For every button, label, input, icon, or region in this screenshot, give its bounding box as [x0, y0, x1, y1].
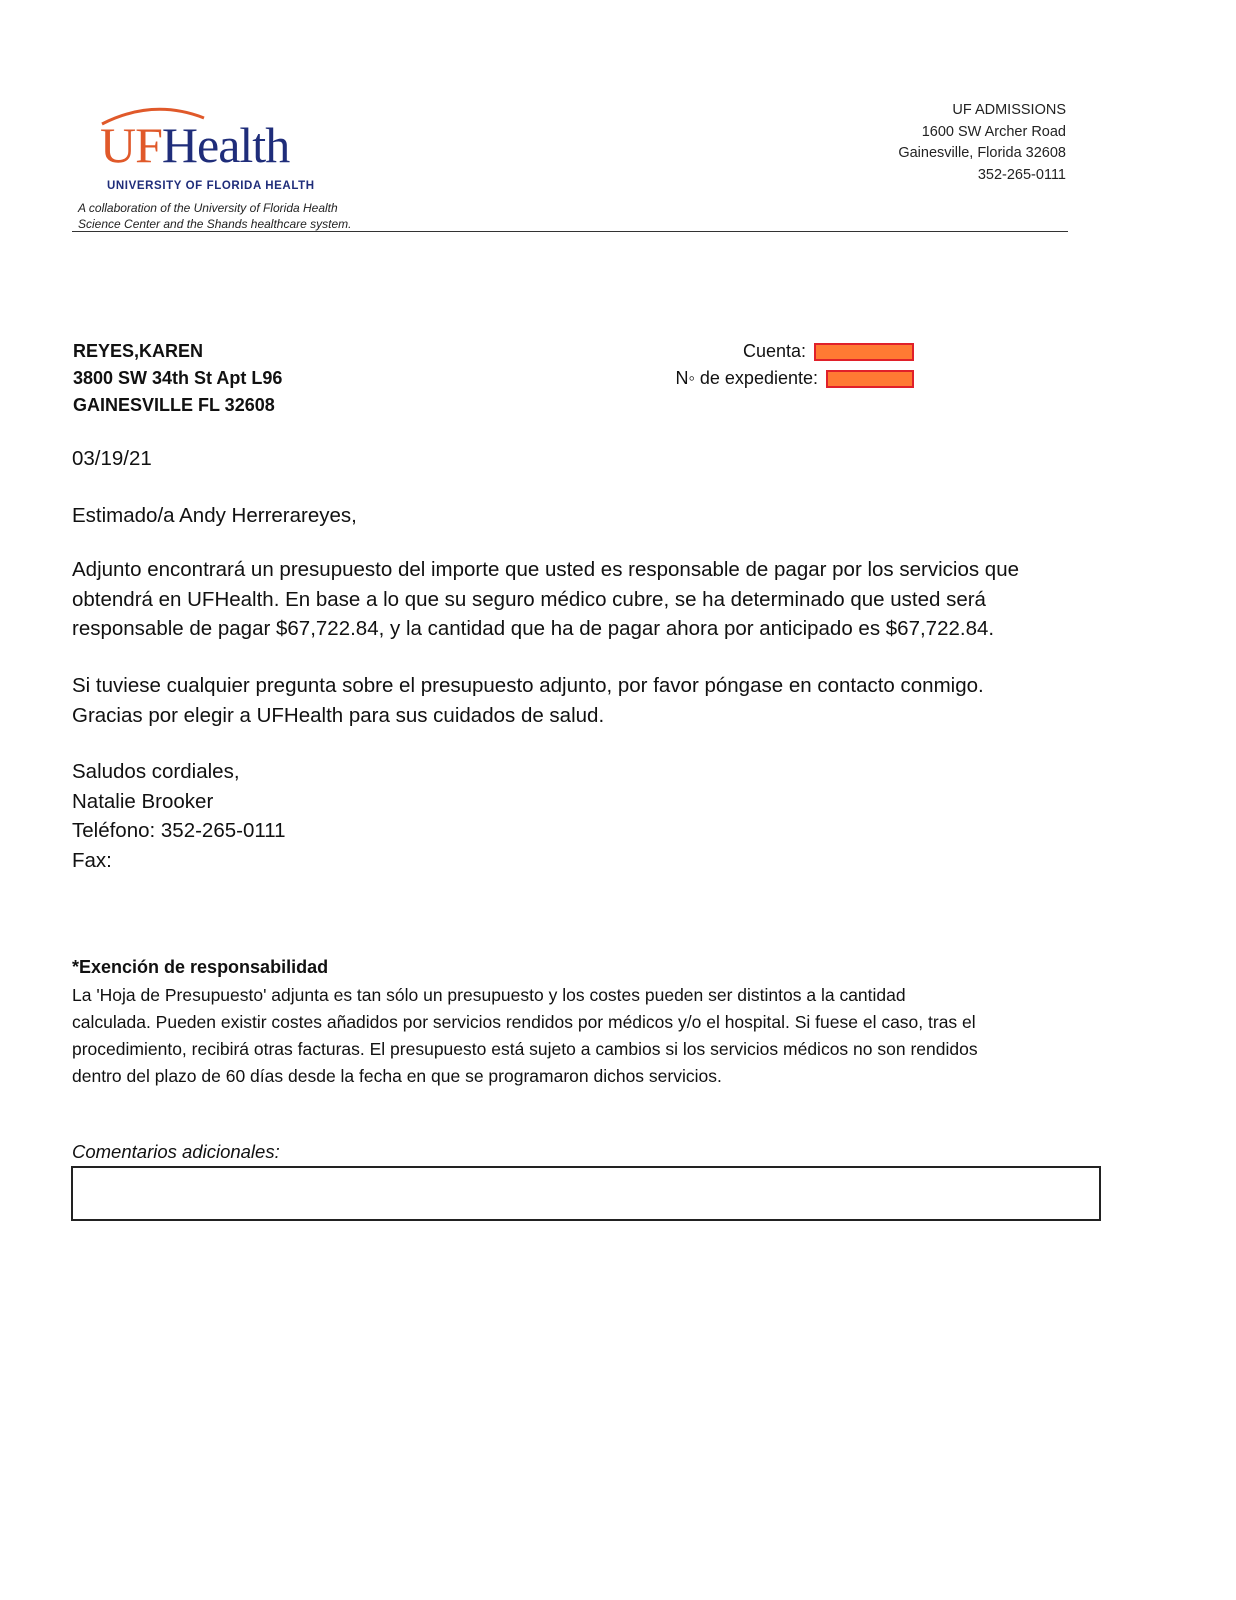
- disclaimer-line-2: calculada. Pueden existir costes añadidos por servicios rendidos por médicos y/o el hospital. Si fuese el caso, tras el: [72, 1012, 976, 1032]
- return-address-line-2: 1600 SW Archer Road: [921, 123, 1066, 140]
- record-number-row: [676, 365, 914, 392]
- paragraph-1-line-1: Adjunto encontrará un presupuesto del importe que usted es responsable de pagar por los servicios que: [72, 558, 1020, 581]
- disclaimer-line-4: dentro del plazo de 60 días desde la fecha en que se programaron dichos servicios.: [72, 1066, 722, 1086]
- collab-line-1: A collaboration of the University of Florida Health: [78, 201, 338, 215]
- signer-fax: Fax:: [72, 848, 112, 872]
- paragraph-1-line-2: obtendrá en UFHealth. En base a lo que su seguro médico cubre, se ha determinado que usted será: [72, 587, 986, 611]
- account-row: [743, 338, 914, 365]
- logo-collaboration-text: [78, 200, 352, 232]
- recipient-street: 3800 SW 34th St Apt L96: [73, 368, 283, 388]
- record-number-redaction: [826, 370, 914, 388]
- disclaimer-line-1: La 'Hoja de Presupuesto' adjunta es tan sólo un presupuesto y los costes pueden ser distintos a la cantidad: [72, 985, 906, 1005]
- comments-label: Comentarios adicionales:: [72, 1141, 280, 1162]
- recipient-city: GAINESVILLE FL 32608: [73, 395, 275, 415]
- header-divider: [72, 231, 1068, 232]
- logo-wordmark: [100, 117, 290, 173]
- paragraph-2-line-2: Gracias por elegir a UFHealth para sus cuidados de salud.: [72, 703, 605, 727]
- paragraph-1-line-3: responsable de pagar $67,722.84, y la cantidad que ha de pagar ahora por anticipado es $67,722.84.: [72, 617, 995, 640]
- logo-health: Health: [161, 117, 290, 173]
- letter-greeting: Estimado/a Andy Herrerareyes,: [72, 504, 357, 527]
- disclaimer-line-3: procedimiento, recibirá otras facturas. El presupuesto está sujeto a cambios si los servicios médicos no son rendidos: [72, 1039, 978, 1059]
- logo-subtitle: UNIVERSITY OF FLORIDA HEALTH: [107, 180, 315, 192]
- signature-block: [72, 757, 286, 875]
- paragraph-2: [72, 671, 984, 730]
- collab-line-2: Science Center and the Shands healthcare system.: [78, 217, 352, 231]
- letter-date: 03/19/21: [72, 447, 152, 470]
- record-number-label: N◦ de expediente:: [675, 368, 818, 388]
- account-label: Cuenta:: [742, 341, 806, 361]
- return-address-line-3: Gainesville, Florida 32608: [898, 145, 1066, 161]
- recipient-name: REYES,KAREN: [73, 341, 204, 361]
- account-redaction: [814, 343, 914, 361]
- ufhealth-logo: [76, 104, 406, 232]
- return-address: [898, 100, 1066, 186]
- signer-name: Natalie Brooker: [72, 789, 214, 813]
- disclaimer-title: *Exención de responsabilidad: [72, 957, 329, 977]
- closing: Saludos cordiales,: [72, 760, 240, 783]
- recipient-address: [73, 338, 282, 419]
- comments-field[interactable]: [71, 1166, 1101, 1221]
- paragraph-2-line-1: Si tuviese cualquier pregunta sobre el presupuesto adjunto, por favor póngase en contacto conmigo.: [72, 674, 984, 697]
- logo-uf: UF: [100, 117, 162, 173]
- disclaimer-text: [72, 982, 978, 1090]
- signer-phone: Teléfono: 352-265-0111: [72, 819, 286, 842]
- return-address-line-1: UF ADMISSIONS: [952, 102, 1066, 118]
- paragraph-1: [72, 555, 1019, 644]
- return-address-line-4: 352-265-0111: [977, 166, 1066, 183]
